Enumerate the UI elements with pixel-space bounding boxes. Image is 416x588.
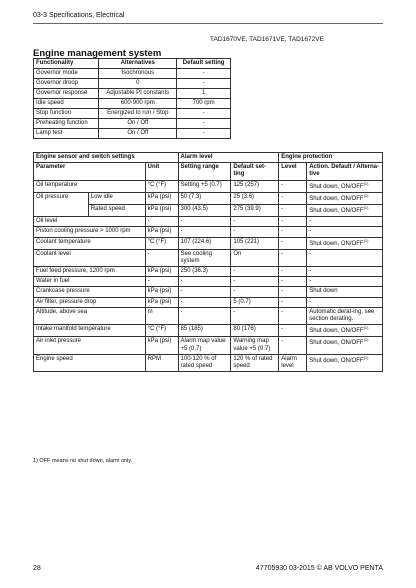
sensor-row [34,297,383,307]
unit-cell: - [145,249,178,266]
ems-cell: Preheating function [34,119,99,129]
ems-row [34,99,231,109]
unit-cell: °C (°F) [145,325,178,337]
action-cell [307,249,383,266]
footnote-ref: (1) [363,180,369,186]
range-cell: 300 (43.5) [178,204,231,216]
level-cell: - [279,325,307,337]
range-cell: - [178,217,231,227]
param-cell: Intake manifold temperature [34,325,146,337]
range-cell: 85 (185) [178,325,231,337]
action-cell [307,217,383,227]
param-cell: Oil pressure [34,192,89,216]
action-text: Shut down, ON/OFF [309,195,364,202]
ems-row [34,79,231,89]
action-text: - [309,298,312,305]
unit-cell: kPa (psi) [145,192,178,204]
action-text: - [309,250,312,257]
header-divider [33,23,383,24]
unit-cell: RPM [145,354,178,371]
action-cell [307,354,383,371]
action-text: Shut down, ON/OFF [309,340,364,347]
ems-row [34,89,231,99]
ems-row [34,69,231,79]
sensor-row [34,227,383,237]
param-cell: Piston cooling pressure > 1000 rpm [34,227,146,237]
def-cell: 80 (176) [231,325,279,337]
action-cell [307,204,383,216]
page-number: 28 [33,565,41,572]
sensor-row [34,277,383,287]
sensor-settings-table [33,152,383,372]
unit-cell: °C (°F) [145,237,178,249]
sensor-row [34,307,383,324]
sensor-row [34,217,383,227]
sensor-row [34,192,383,204]
col-header-level: Level [279,163,307,180]
ems-row [34,129,231,139]
col-header-default-setting: Default set-ting [231,163,279,180]
action-text: Shut down, ON/OFF [309,240,364,247]
def-cell: - [231,267,279,277]
def-cell: - [231,227,279,237]
param-cell: Engine speed [34,354,146,371]
sensor-row [34,354,383,371]
level-cell: - [279,267,307,277]
def-cell: 275 (39.9) [231,204,279,216]
ems-cell: Governor droop [34,79,99,89]
group-header-alarm: Alarm level [178,153,279,163]
def-cell: 25 (3.6) [231,192,279,204]
level-cell: - [279,227,307,237]
ems-cell: - [177,119,231,129]
action-text: - [309,278,312,285]
document-reference: 47705930 03-2015 © AB VOLVO PENTA [255,565,383,572]
ems-cell: - [177,79,231,89]
page-title: Engine management system [33,48,162,59]
level-cell: - [279,277,307,287]
def-cell: 120 % of rated speed [231,354,279,371]
action-cell [307,337,383,354]
action-text: - [309,268,312,275]
unit-cell: kPa (psi) [145,287,178,297]
ems-row [34,119,231,129]
param-cell: Air filter, pressure drop [34,297,146,307]
footnote-ref: (1) [363,204,369,210]
unit-cell: kPa (psi) [145,267,178,277]
def-cell: Warning map value +5 (0.7) [231,337,279,354]
level-cell: - [279,192,307,204]
sub-param-cell: Low idle [88,192,145,204]
action-cell [307,180,383,192]
action-text: Shut down [309,288,338,295]
unit-cell: kPa (psi) [145,297,178,307]
unit-cell: kPa (psi) [145,337,178,354]
def-cell: - [231,217,279,227]
param-cell: Air inlet pressure [34,337,146,354]
level-cell: - [279,217,307,227]
level-cell: - [279,297,307,307]
ems-cell: Governor response [34,89,99,99]
footnote-ref: (1) [363,354,369,360]
unit-cell: - [145,277,178,287]
ems-cell: Stop function [34,109,99,119]
param-cell: Oil temperature [34,180,146,192]
param-cell: Altitude, above sea [34,307,146,324]
footnote-ref: (1) [363,325,369,331]
unit-cell: kPa (psi) [145,204,178,216]
action-cell [307,237,383,249]
engine-models: TAD1670VE, TAD1671VE, TAD1672VE [210,36,324,43]
def-cell: - [231,307,279,324]
action-text: - [309,228,312,235]
level-cell: - [279,337,307,354]
level-cell: - [279,237,307,249]
param-cell: Oil level [34,217,146,227]
range-cell: 100-120 % of rated speed [178,354,231,371]
ems-cell: On / Off [99,119,177,129]
action-cell [307,325,383,337]
sensor-row [34,325,383,337]
level-cell: - [279,307,307,324]
action-cell [307,277,383,287]
col-header-setting-range: Setting range [178,163,231,180]
level-cell: - [279,249,307,266]
col-header-action: Action. Default / Alterna-tive [307,163,383,180]
ems-cell: 600-900 rpm [99,99,177,109]
param-cell: Crankcase pressure [34,287,146,297]
footnote-ref: (1) [363,192,369,198]
action-text: Automatic derat-ing, see section derating. [309,308,375,322]
param-cell: Coolant temperature [34,237,146,249]
range-cell: 250 (36.3) [178,267,231,277]
action-text: - [309,218,312,225]
sensor-row [34,337,383,354]
action-cell [307,307,383,324]
level-cell: - [279,287,307,297]
range-cell: - [178,277,231,287]
def-cell: 5 (0.7) [231,297,279,307]
sensor-row [34,180,383,192]
sensor-row [34,267,383,277]
ems-cell: - [177,129,231,139]
level-cell: Alarm level [279,354,307,371]
range-cell: - [178,307,231,324]
unit-cell: m [145,307,178,324]
col-header-parameter: Parameter [34,163,146,180]
def-cell: - [231,287,279,297]
sensor-row [34,287,383,297]
range-cell: Setting +5 (0.7) [178,180,231,192]
ems-cell: Adjustable PI constants [99,89,177,99]
range-cell: 107 (224.6) [178,237,231,249]
def-cell: - [231,277,279,287]
sensor-row [34,237,383,249]
range-cell: - [178,297,231,307]
ems-cell: - [177,69,231,79]
group-header-protection: Engine protection [279,153,383,163]
action-cell [307,297,383,307]
action-cell [307,192,383,204]
footnote-ref: (1) [363,237,369,243]
action-cell [307,287,383,297]
group-header-sensor: Engine sensor and switch settings [34,153,179,163]
sub-param-cell: Rated speed [88,204,145,216]
unit-cell: °C (°F) [145,180,178,192]
def-cell: On [231,249,279,266]
ems-col-header: Alternatives [99,59,177,69]
range-cell: - [178,227,231,237]
ems-cell: 0 [99,79,177,89]
footnote-ref: (1) [363,337,369,343]
ems-col-header: Functionality [34,59,99,69]
ems-cell: Idle speed [34,99,99,109]
level-cell: - [279,204,307,216]
ems-cell: 1 [177,89,231,99]
param-cell: Water in fuel [34,277,146,287]
ems-cell: Isochronous [99,69,177,79]
section-header: 03-3 Specifications, Electrical [33,12,125,19]
range-cell: See cooling system [178,249,231,266]
def-cell: 105 (221) [231,237,279,249]
action-cell [307,227,383,237]
ems-cell: Energized to run / Stop [99,109,177,119]
action-text: Shut down, ON/OFF [309,328,364,335]
range-cell: 50 (7.3) [178,192,231,204]
range-cell: Alarm map value +5 (0.7) [178,337,231,354]
ems-cell: Governor mode [34,69,99,79]
range-cell: - [178,287,231,297]
ems-row [34,109,231,119]
ems-col-header: Default setting [177,59,231,69]
param-cell: Coolant level [34,249,146,266]
ems-cell: - [177,109,231,119]
engine-management-table [33,58,231,139]
level-cell: - [279,180,307,192]
def-cell: 125 (257) [231,180,279,192]
action-text: Shut down, ON/OFF [309,207,364,214]
param-cell: Fuel feed pressure, 1200 rpm [34,267,146,277]
action-text: Shut down, ON/OFF [309,357,364,364]
ems-cell: 700 rpm [177,99,231,109]
unit-cell: kPa (psi) [145,227,178,237]
action-text: Shut down, ON/OFF [309,183,364,190]
action-cell [307,267,383,277]
ems-cell: On / Off [99,129,177,139]
unit-cell: - [145,217,178,227]
sensor-row [34,249,383,266]
footnote: 1) OFF means no shut down, alarm only. [33,458,133,464]
ems-cell: Lamp test [34,129,99,139]
col-header-unit: Unit [145,163,178,180]
